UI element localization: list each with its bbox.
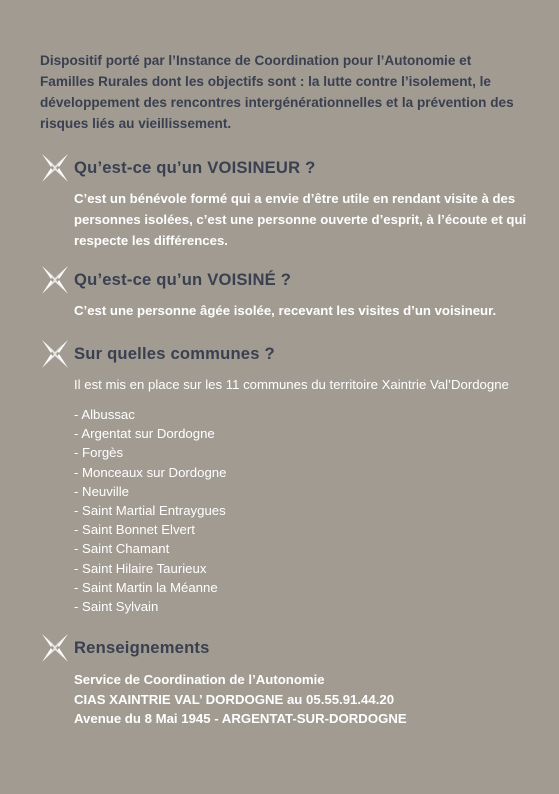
list-item: - Saint Martin la Méanne <box>74 579 218 595</box>
text-communes: Il est mis en place sur les 11 communes du territoire Xaintrie Val’Dordogne <box>74 377 509 392</box>
section-renseignements <box>40 632 530 729</box>
contact-phone: CIAS XAINTRIE VAL’ DORDOGNE au 05.55.91.44.20 <box>74 691 395 707</box>
list-item: - Saint Hilaire Taurieux <box>74 560 207 576</box>
contact-address: Avenue du 8 Mai 1945 - ARGENTAT-SUR-DORDOGNE <box>74 711 407 726</box>
list-item: - Saint Sylvain <box>74 599 159 615</box>
list-item: - Saint Martial Entraygues <box>74 503 226 519</box>
text-voisineur: C’est un bénévole formé qui a envie d’être utile en rendant visite à des personnes isolées, c’est une personne ouverte d’esprit, à l’écoute et qui respecte les différences. <box>74 191 527 248</box>
list-item: - Saint Chamant <box>74 541 170 557</box>
contact-block <box>74 670 530 729</box>
text-voisine: C’est une personne âgée isolée, recevant les visites d’un voisineur. <box>74 303 497 318</box>
section-voisineur <box>40 152 530 251</box>
list-item: - Argentat sur Dordogne <box>74 426 215 442</box>
heading-voisineur: Qu’est-ce qu’un VOISINEUR ? <box>74 158 316 177</box>
section-heading <box>40 338 530 370</box>
cross-star-icon <box>40 338 70 370</box>
communes-list <box>74 405 530 616</box>
heading-communes: Sur quelles communes ? <box>74 344 275 363</box>
list-item: - Forgès <box>74 445 124 461</box>
section-heading <box>40 632 530 664</box>
section-voisine <box>40 264 530 321</box>
heading-renseignements: Renseignements <box>74 638 210 657</box>
cross-star-icon <box>40 152 70 184</box>
list-item: - Neuville <box>74 483 129 499</box>
list-item: - Albussac <box>74 407 135 422</box>
cross-star-icon <box>40 264 70 296</box>
list-item: - Saint Bonnet Elvert <box>74 522 195 538</box>
section-heading <box>40 152 530 184</box>
section-heading <box>40 264 530 296</box>
contact-service: Service de Coordination de l’Autonomie <box>74 672 325 687</box>
intro-paragraph: Dispositif porté par l’Instance de Coordination pour l’Autonomie et Familles Rurales dont les objectifs sont : la lutte contre l’isolement, le développement des rencontres intergénérationnelles et la prévention des risques liés au vieillissement. <box>40 53 514 131</box>
list-item: - Monceaux sur Dordogne <box>74 464 227 480</box>
section-communes <box>40 338 530 629</box>
heading-voisine: Qu’est-ce qu’un VOISINÉ ? <box>74 270 292 289</box>
cross-star-icon <box>40 632 70 664</box>
